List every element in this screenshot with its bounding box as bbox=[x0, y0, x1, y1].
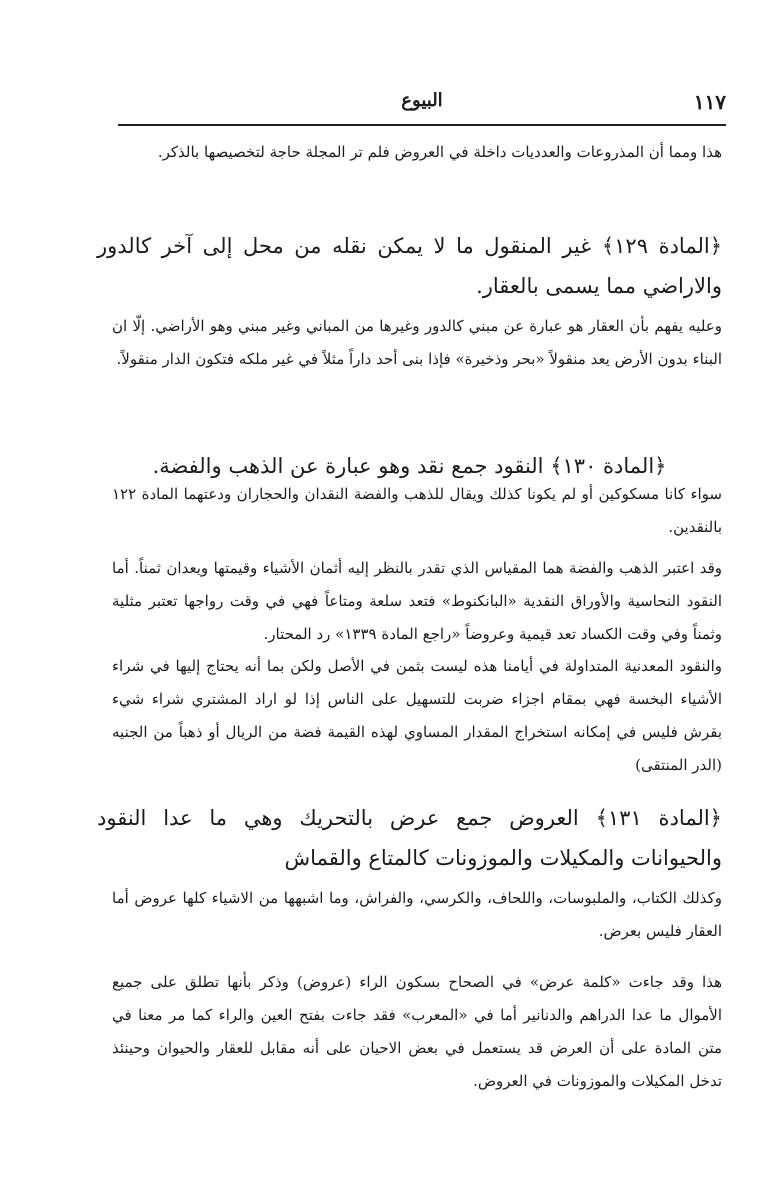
paragraph-2: وعليه يفهم بأن العقار هو عبارة عن مبني كالدور وغيرها من المباني وغير مبني وهو الأراضي. إلّا ان البناء بدون الأرض يعد منقولاً «بحر وذخيرة» فإذا بنى أحد داراً مثلاً في غير ملكه فتكون الدار منقولاً. bbox=[112, 317, 722, 368]
paragraph-4: وقد اعتبر الذهب والفضة هما المقياس الذي تقدر بالنظر إليه أثمان الأشياء وقيمتها ويعدان ثمناً. أما النقود النحاسية والأوراق النقدية «البانكنوط» فتعد سلعة ومتاعاً فهي في وقت رواجها تعتبر مثلية وثمناً وفي وقت الكساد تعد قيمية وعروضاً «راجع المادة ١٣٣٩» رد المحتار. bbox=[112, 559, 722, 643]
paragraph-3: سواء كانا مسكوكين أو لم يكونا كذلك ويقال للذهب والفضة النقدان والحجاران ودعتهما المادة ١٢٢ بالنقدين. bbox=[112, 485, 722, 536]
paragraph-7: هذا وقد جاءت «كلمة عرض» في الصحاح بسكون الراء (عروض) وذكر بأنها تطلق على جميع الأموال ما عدا الدراهم والدنانير أما في «المعرب» فقد جاءت بفتح العين والراء كما مر معنا في متن المادة على أن العرض قد يستعمل في بعض الاحيان على أنه مقابل للعقار والحيوان وحينئذ تدخل المكيلات والموزونات في العروض. bbox=[112, 973, 722, 1090]
header-rule bbox=[118, 124, 726, 126]
paragraph-1: هذا ومما أن المذروعات والعدديات داخلة في العروض فلم تر المجلة حاجة لتخصيصها بالذكر. bbox=[157, 143, 722, 161]
article-129 bbox=[97, 226, 722, 306]
article-130-label: ﴿المادة ١٣٠﴾ bbox=[550, 454, 667, 478]
article-131-text: العروض جمع عرض بالتحريك وهي ما عدا النقود والحيوانات والمكيلات والموزونات كالمتاع والقماش bbox=[97, 806, 722, 870]
article-131 bbox=[97, 798, 722, 878]
article-130-text: النقود جمع نقد وهو عبارة عن الذهب والفضة. bbox=[152, 454, 544, 478]
running-title: البيوع bbox=[401, 90, 443, 111]
article-129-text: غير المنقول ما لا يمكن نقله من محل إلى آخر كالدور والاراضي مما يسمى بالعقار. bbox=[97, 234, 722, 298]
article-129-label: ﴿المادة ١٢٩﴾ bbox=[601, 234, 722, 258]
page-header bbox=[118, 86, 726, 122]
paragraph-6: وكذلك الكتاب، والملبوسات، واللحاف، والكرسي، والفراش، وما اشبهها من الاشياء كلها عروض أما العقار فليس بعرض. bbox=[112, 889, 722, 940]
article-131-label: ﴿المادة ١٣١﴾ bbox=[595, 806, 722, 830]
page-number: ١١٧ bbox=[693, 90, 726, 114]
paragraph-5: والنقود المعدنية المتداولة في أيامنا هذه ليست بثمن في الأصل ولكن بما أنه يحتاج إليها في شراء الأشياء البخسة فهي بمقام اجزاء ضربت للتسهيل على الناس إذا لو اراد المشتري شراء شيء بقرش فليس في إمكانه استخراج المقدار المساوي لهذه القيمة فضة من الريال أو ذهباً من الجنيه (الدر المنتقى) bbox=[112, 657, 722, 774]
